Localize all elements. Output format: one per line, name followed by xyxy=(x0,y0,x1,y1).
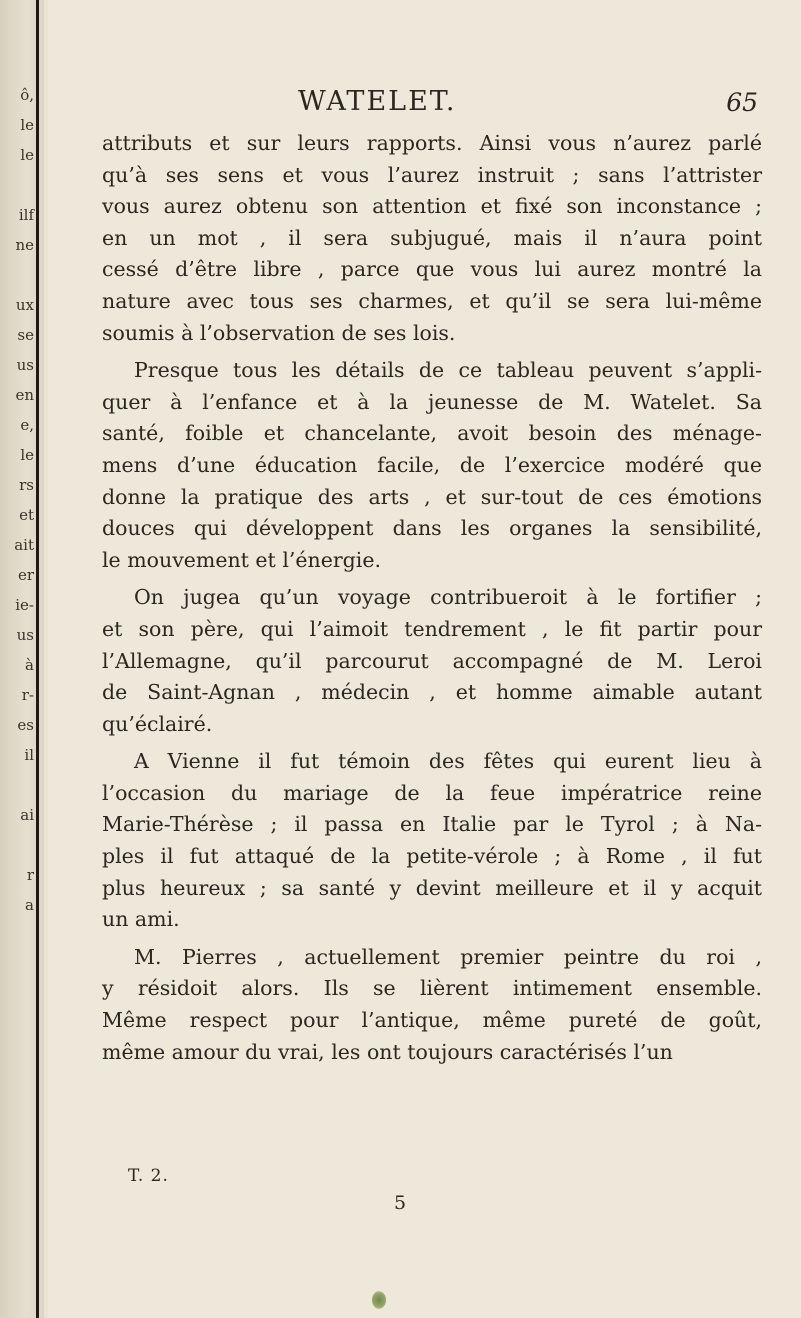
gutter-fragment: le xyxy=(20,446,34,464)
gutter-fragment: r- xyxy=(21,686,34,704)
gutter-fragment xyxy=(0,830,34,860)
text-line: en un mot , il sera subjugué, mais il n’aura point xyxy=(102,225,762,250)
text-line: l’Allemagne, qu’il parcourut accompagné de M. Leroi xyxy=(102,648,762,673)
paragraph xyxy=(102,128,762,349)
text-line: et son père, qui l’aimoit tendrement , le fit partir pour xyxy=(102,616,762,641)
text-line: qu’à ses sens et vous l’aurez instruit ; sans l’attrister xyxy=(102,162,762,187)
text-line: quer à l’enfance et à la jeunesse de M. Watelet. Sa xyxy=(102,389,762,414)
gutter-fragment: se xyxy=(17,326,34,344)
running-title: WATELET. xyxy=(298,86,457,117)
book-page xyxy=(48,0,801,1318)
text-line: même amour du vrai, les ont toujours caractérisés l’un xyxy=(102,1039,673,1064)
paper-stain xyxy=(372,1291,386,1309)
text-line: ples il fut attaqué de la petite-vérole ; à Rome , il fut xyxy=(102,844,762,869)
gutter-fragments xyxy=(0,80,34,920)
gutter-fragment: ai xyxy=(20,806,34,824)
gutter-fragment: à xyxy=(25,656,34,674)
text-line: un ami. xyxy=(102,907,180,932)
gutter-fragment: e, xyxy=(20,416,34,434)
gutter-fragment: us xyxy=(16,626,34,644)
gutter-fragment: es xyxy=(17,716,34,734)
gutter-fragment: ie- xyxy=(15,596,34,614)
text-line: soumis à l’observation de ses lois. xyxy=(102,320,456,345)
paragraph xyxy=(102,746,762,936)
gutter-fragment: rs xyxy=(19,476,34,494)
signature-mark: T. 2. xyxy=(128,1166,169,1186)
gutter-fragment: r xyxy=(26,866,34,884)
text-line: attributs et sur leurs rapports. Ainsi vous n’aurez parlé xyxy=(102,131,762,155)
page-number: 65 xyxy=(726,88,758,117)
text-line: nature avec tous ses charmes, et qu’il se sera lui-même xyxy=(102,288,762,313)
text-line: santé, foible et chancelante, avoit besoin des ménage- xyxy=(102,421,762,446)
gutter-fragment xyxy=(0,770,34,800)
text-line: Presque tous les détails de ce tableau peuvent s’appli- xyxy=(134,358,762,383)
gutter-fragment: ilf xyxy=(18,206,34,224)
paragraph xyxy=(102,942,762,1068)
gutter-fragment: us xyxy=(16,356,34,374)
folio-mark: 5 xyxy=(394,1192,407,1214)
gutter-fragment: le xyxy=(20,146,34,164)
text-line: vous aurez obtenu son attention et fixé son inconstance ; xyxy=(102,194,762,219)
paragraph xyxy=(102,582,762,740)
text-line: qu’éclairé. xyxy=(102,711,213,736)
text-line: y résidoit alors. Ils se lièrent intimement ensemble. xyxy=(102,976,762,1001)
page-header xyxy=(298,86,758,126)
body-text xyxy=(102,128,762,1068)
text-line: mens d’une éducation facile, de l’exercice modéré que xyxy=(102,452,762,477)
gutter-fragment: il xyxy=(24,746,34,764)
gutter-fragment xyxy=(0,170,34,200)
gutter-fragment: et xyxy=(19,506,34,524)
text-line: l’occasion du mariage de la feue impératrice reine xyxy=(102,780,762,805)
text-line: cessé d’être libre , parce que vous lui aurez montré la xyxy=(102,257,762,282)
text-line: M. Pierres , actuellement premier peintre du roi , xyxy=(134,944,762,969)
gutter-fragment: ait xyxy=(14,536,34,554)
text-line: plus heureux ; sa santé y devint meilleure et il y acquit xyxy=(102,875,762,900)
text-line: de Saint-Agnan , médecin , et homme aimable autant xyxy=(102,680,762,705)
gutter-fragment: ne xyxy=(15,236,34,254)
gutter-fragment: ô, xyxy=(20,86,34,104)
gutter-fragment: er xyxy=(17,566,34,584)
text-line: donne la pratique des arts , et sur-tout de ces émotions xyxy=(102,484,762,509)
text-line: On jugea qu’un voyage contribueroit à le fortifier ; xyxy=(134,585,762,610)
text-line: douces qui développent dans les organes la sensibilité, xyxy=(102,516,762,541)
text-line: le mouvement et l’énergie. xyxy=(102,547,381,572)
gutter-fragment xyxy=(0,260,34,290)
gutter-fragment: en xyxy=(15,386,34,404)
gutter-fragment: a xyxy=(25,896,34,914)
text-line: Même respect pour l’antique, même pureté de goût, xyxy=(102,1008,762,1033)
text-line: A Vienne il fut témoin des fêtes qui eurent lieu à xyxy=(134,749,762,774)
gutter-fragment: ux xyxy=(15,296,34,314)
paragraph xyxy=(102,355,762,576)
text-line: Marie-Thérèse ; il passa en Italie par le Tyrol ; à Na- xyxy=(102,812,762,837)
gutter-fragment: le xyxy=(20,116,34,134)
binding-edge xyxy=(36,0,39,1318)
